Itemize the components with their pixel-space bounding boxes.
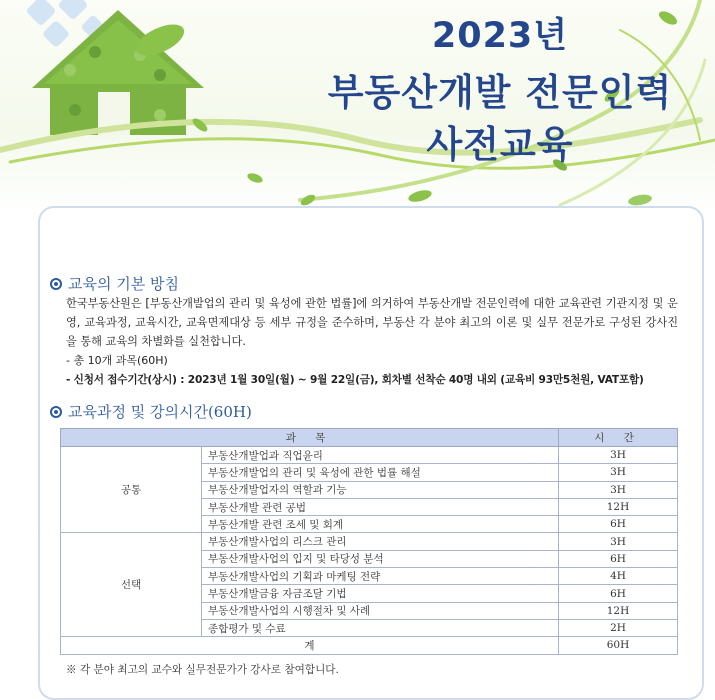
subject-cell: 부동산개발사업의 시행절차 및 사례 — [202, 602, 559, 619]
subject-cell: 부동산개발금융 자금조달 기법 — [202, 585, 559, 602]
section-heading-text: 교육의 기본 방침 — [68, 275, 179, 293]
title-main: 부동산개발 전문인력 — [327, 71, 673, 114]
hours-cell: 6H — [559, 585, 678, 602]
circle-bullet-icon — [50, 278, 62, 290]
circle-bullet-icon — [50, 406, 62, 418]
subject-cell: 부동산개발업과 직업윤리 — [202, 447, 559, 464]
table-row — [61, 447, 678, 464]
section-heading-policy — [50, 273, 179, 294]
instructor-footnote: ※ 각 분야 최고의 교수와 실무전문가가 강사로 참여합니다. — [66, 664, 339, 676]
application-period-note: - 신청서 접수기간(상시) : 2023년 1월 30일(월) ~ 9월 22일(금), 회차별 선착순 40명 내외 (교육비 93만5천원, VAT포함) — [66, 374, 644, 386]
hours-cell: 4H — [559, 568, 678, 585]
section-heading-text: 교육과정 및 강의시간(60H) — [68, 403, 252, 421]
hours-cell: 3H — [559, 481, 678, 498]
section-heading-curriculum — [50, 401, 252, 422]
subject-cell: 부동산개발 관련 조세 및 회계 — [202, 516, 559, 533]
hours-cell: 12H — [559, 498, 678, 515]
course-count-note: - 총 10개 과목(60H) — [66, 354, 168, 367]
hours-cell: 6H — [559, 550, 678, 567]
policy-paragraph: 한국부동산원은 [부동산개발업의 관리 및 육성에 관한 법률]에 의거하여 부동산개발 전문인력에 대한 교육관련 기관지정 및 운영, 교육과정, 교육시간, 교육면제대상 등 세부 규정을 준수하며, 부동산 각 분야 최고의 이론 및 실무 전문가로 구성된 강사진을 통해 교육의 차별화를 실천합니다. — [66, 297, 678, 348]
subject-cell: 부동산개발 관련 공법 — [202, 498, 559, 515]
hours-cell: 12H — [559, 602, 678, 619]
subject-cell: 부동산개발사업의 기획과 마케팅 전략 — [202, 568, 559, 585]
category-common: 공통 — [61, 447, 202, 533]
total-label: 계 — [61, 637, 559, 654]
total-hours: 60H — [559, 637, 678, 654]
subject-cell: 종합평가 및 수료 — [202, 619, 559, 636]
hours-column-header: 시 간 — [559, 429, 678, 447]
title-year: 2023년 — [431, 16, 569, 56]
subject-cell: 부동산개발사업의 리스크 관리 — [202, 533, 559, 550]
table-total-row — [61, 637, 678, 654]
hours-cell: 3H — [559, 447, 678, 464]
hours-cell: 6H — [559, 516, 678, 533]
category-elective: 선택 — [61, 533, 202, 637]
subject-cell: 부동산개발사업의 입지 및 타당성 분석 — [202, 550, 559, 567]
hours-cell: 2H — [559, 619, 678, 636]
hours-cell: 3H — [559, 533, 678, 550]
subject-cell: 부동산개발업의 관리 및 육성에 관한 법률 해설 — [202, 464, 559, 481]
table-row — [61, 533, 678, 550]
subject-column-header: 과 목 — [61, 429, 559, 447]
subject-cell: 부동산개발업자의 역할과 기능 — [202, 481, 559, 498]
curriculum-table — [60, 428, 678, 655]
title-sub: 사전교육 — [426, 123, 574, 166]
table-header-row — [61, 429, 678, 447]
hours-cell: 3H — [559, 464, 678, 481]
header-banner — [0, 0, 715, 215]
